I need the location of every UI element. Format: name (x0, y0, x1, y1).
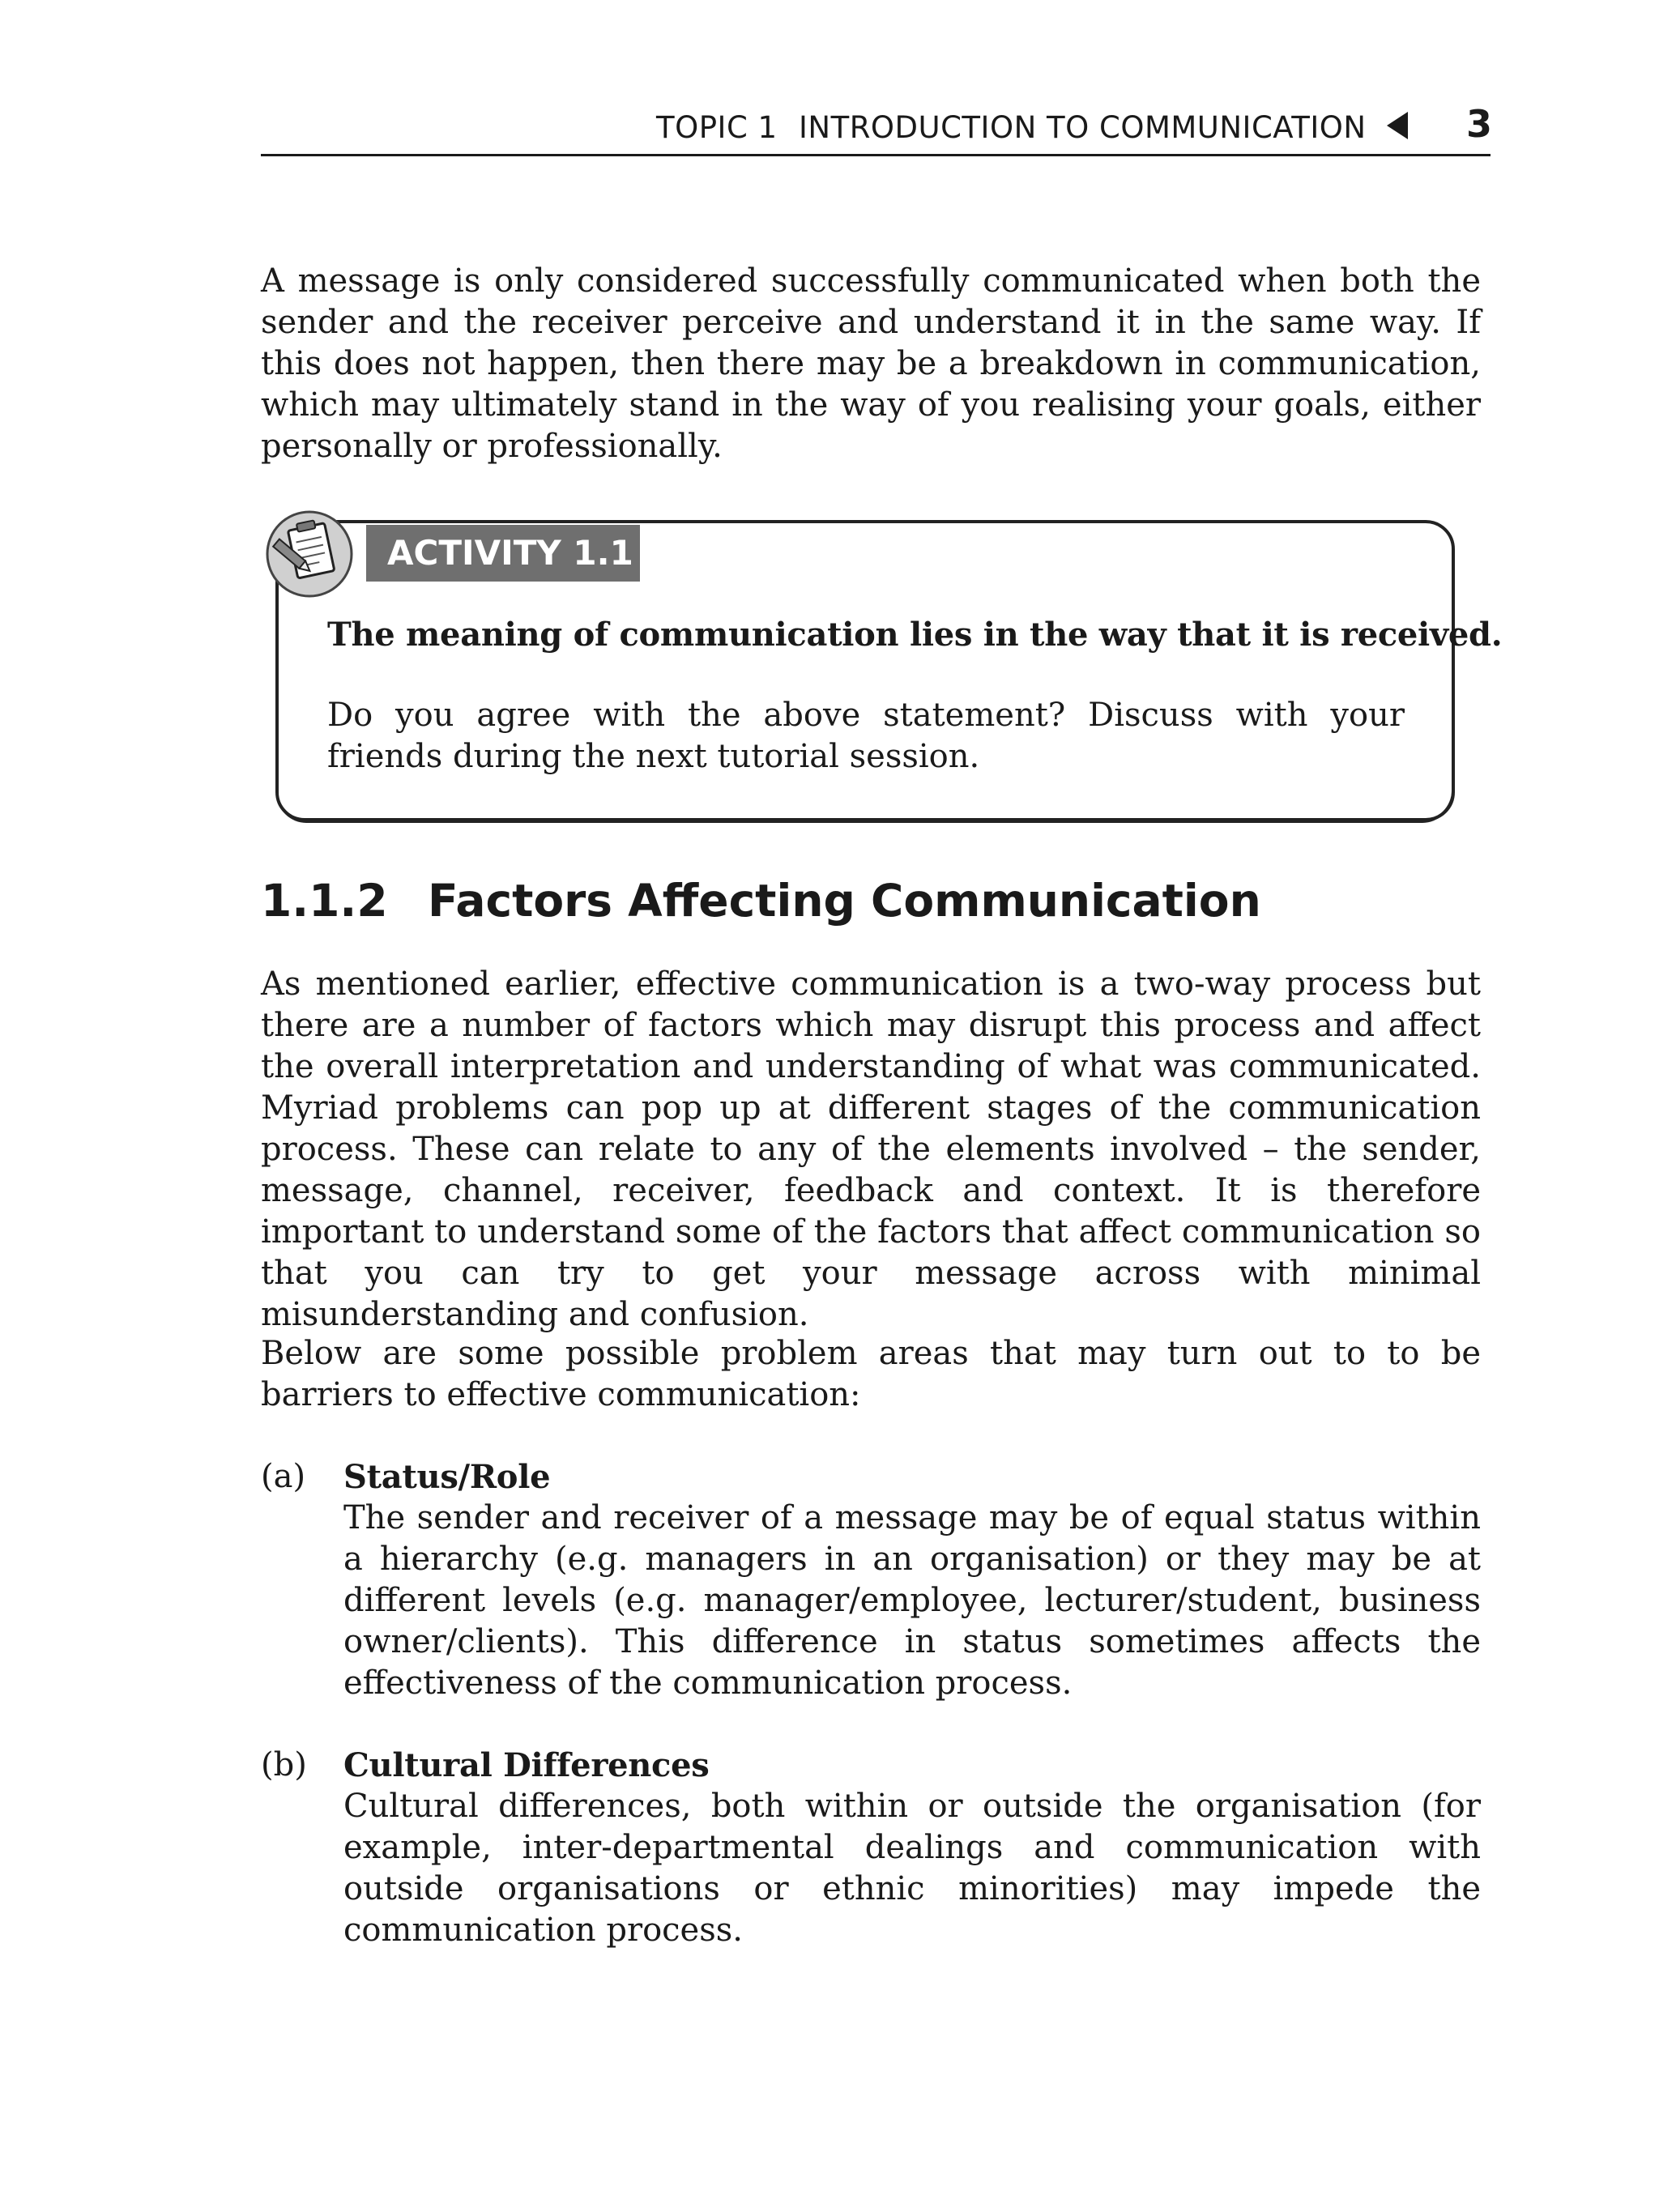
intro-paragraph: A message is only considered successfully communicated when both the sender and the receiver perceive and understand it in the same way. If this does not happen, then there may be a breakdown in communication, which may ultimately stand in the way of you realising your goals, either personally or professionally. (261, 262, 1481, 465)
left-arrow-icon (1387, 112, 1408, 139)
running-header (261, 104, 1491, 156)
section-title: Factors Affecting Communication (428, 875, 1261, 927)
list-marker: (a) (261, 1458, 306, 1495)
list-marker: (b) (261, 1746, 307, 1784)
activity-label: ACTIVITY 1.1 (366, 525, 640, 582)
list-item-text: The sender and receiver of a message may be of equal status within a hierarchy (e.g. managers in an organisation) or they may be at different levels (e.g. manager/employee, lecturer/student, business owner/clients). This difference in status sometimes affects the effectiveness of the communication process. (343, 1499, 1481, 1702)
header-title: INTRODUCTION TO COMMUNICATION (799, 110, 1367, 145)
activity-question: Do you agree with the above statement? Discuss with your friends during the next tutorial session. (327, 697, 1405, 775)
activity-statement: The meaning of communication lies in the way that it is received. (327, 616, 1503, 654)
list-item-title: Cultural Differences (343, 1746, 710, 1784)
body-paragraph: Below are some possible problem areas that may turn out to to be barriers to effective communication: (261, 1335, 1481, 1413)
clipboard-pencil-icon (261, 504, 358, 601)
page-number: 3 (1466, 102, 1493, 146)
list-item-title: Status/Role (343, 1458, 551, 1496)
section-number: 1.1.2 (261, 875, 388, 927)
section-heading (261, 875, 1261, 927)
list-item-text: Cultural differences, both within or outside the organisation (for example, inter-departmental dealings and communication with outside organisations or ethnic minorities) may impede the communication process. (343, 1788, 1481, 1949)
header-topic: TOPIC 1 (656, 110, 778, 145)
body-paragraph: As mentioned earlier, effective communication is a two-way process but there are a number of factors which may disrupt this process and affect the overall interpretation and understanding of what was communicated. Myriad problems can pop up at different stages of the communication process. These can relate to any of the elements involved – the sender, message, channel, receiver, feedback and context. It is therefore important to understand some of the factors that affect communication so that you can try to get your message across with minimal misunderstanding and confusion. (261, 965, 1481, 1333)
